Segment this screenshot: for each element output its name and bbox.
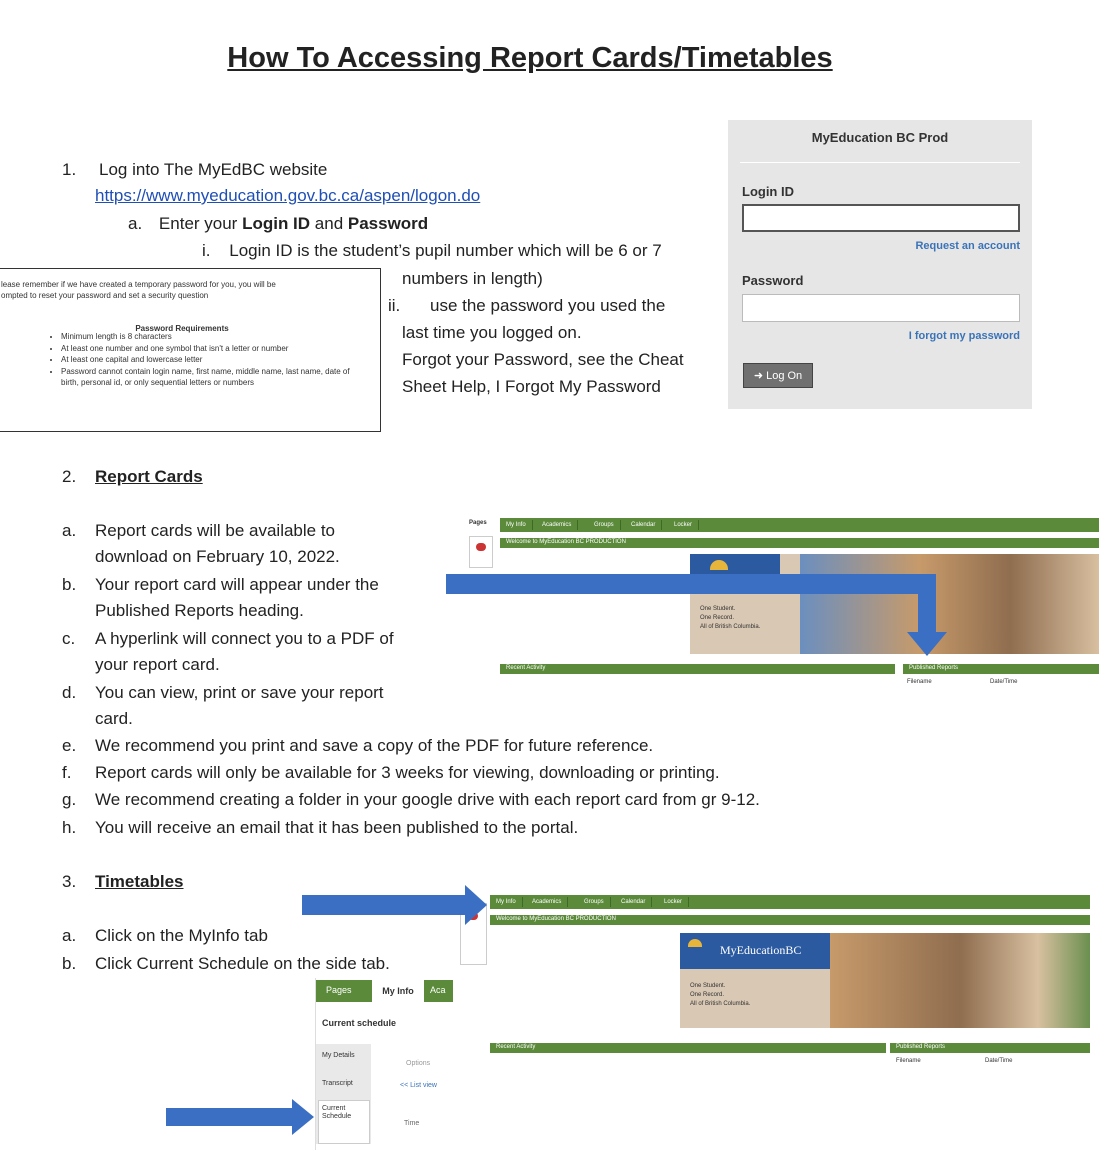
login-id-label: Login ID: [742, 184, 794, 199]
published-reports-label: Published Reports: [909, 665, 959, 671]
step2-item: Report cards will be available to: [95, 521, 336, 540]
tab-groups[interactable]: Groups: [588, 520, 621, 530]
welcome-text: Welcome to MyEducation BC PRODUCTION: [506, 539, 626, 545]
side-tab-screenshot: [315, 978, 453, 1150]
log-on-button[interactable]: [743, 363, 813, 388]
nav-bar: [500, 518, 1099, 532]
step3-label: b.: [62, 954, 77, 973]
step1-ii-text2: last time you logged on.: [402, 323, 582, 342]
pages-label: Pages: [469, 520, 487, 526]
step2-label: a.: [62, 521, 77, 540]
tab-academics[interactable]: Academics: [536, 520, 578, 530]
published-reports-bar: [890, 1043, 1090, 1053]
tab-calendar[interactable]: Calendar: [615, 897, 652, 907]
tagline-3: All of British Columbia.: [700, 624, 761, 630]
step1-ii-text: use the password you used the: [430, 296, 666, 315]
step2-item: We recommend you print and save a copy of the PDF for future reference.: [95, 736, 654, 755]
students-photo: [830, 933, 1090, 1028]
password-input[interactable]: [742, 294, 1020, 322]
side-item-transcript[interactable]: Transcript: [322, 1080, 353, 1087]
step2-label: b.: [62, 575, 77, 594]
side-item-current-schedule-label: Current Schedule: [322, 1105, 352, 1120]
step1a-pre: Enter your: [158, 214, 243, 233]
step1-ii-label: ii.: [388, 296, 401, 315]
pw-note-line1: lease remember if we have created a temporary password for you, you will be: [1, 280, 276, 289]
report-arrow-shaft: [446, 574, 928, 594]
step1a-and: and: [310, 214, 348, 233]
step1-i: [202, 241, 662, 261]
recent-activity-bar: [490, 1043, 886, 1053]
login-id-input[interactable]: [742, 204, 1020, 232]
pw-req-header: Password Requirements: [135, 324, 229, 333]
schedule-arrow-shaft: [166, 1108, 294, 1126]
step2-item-cont: download on February 10, 2022.: [95, 547, 340, 566]
bc-logo-icon: [688, 939, 702, 947]
side-tab-myinfo[interactable]: My Info: [372, 980, 424, 1002]
step2-label: h.: [62, 818, 77, 837]
step2-item-cont: card.: [95, 709, 133, 728]
myinfo-arrow-head: [465, 885, 487, 925]
report-cards-header: Report Cards: [95, 467, 203, 486]
forgot-password-link[interactable]: I forgot my password: [908, 330, 1020, 342]
report-arrow-head: [907, 632, 947, 656]
tagline-2: One Record.: [690, 992, 725, 998]
step1a-login: Login ID: [242, 214, 311, 233]
step2-label: e.: [62, 736, 77, 755]
pw-req-item: • At least one number and one symbol that isn't a letter or number: [61, 343, 361, 355]
side-nav-bar: [316, 980, 453, 1002]
time-column: Time: [404, 1120, 420, 1127]
filename-header: Filename: [907, 679, 932, 685]
filename-header: Filename: [896, 1058, 921, 1064]
timetable-screenshot: [460, 893, 1099, 1073]
students-photo: [800, 554, 1099, 654]
schedule-arrow-head: [292, 1099, 314, 1135]
tagline-1: One Student.: [690, 983, 726, 989]
tab-calendar[interactable]: Calendar: [625, 520, 662, 530]
step2-item: Report cards will only be available for 3 weeks for viewing, downloading or printing.: [95, 763, 720, 782]
step1a-password: Password: [347, 214, 429, 233]
recent-activity-bar: [500, 664, 895, 674]
published-reports-label: Published Reports: [896, 1044, 946, 1050]
login-panel: [728, 120, 1032, 409]
tab-myinfo[interactable]: My Info: [490, 897, 523, 907]
pw-req-list: [23, 331, 361, 389]
log-on-label: Log On: [766, 370, 803, 382]
step2-number: 2.: [62, 467, 77, 486]
myedbc-link[interactable]: https://www.myeducation.gov.bc.ca/aspen/logon.do: [95, 186, 481, 205]
step3-label: a.: [62, 926, 77, 945]
step1a-label: a.: [128, 214, 143, 233]
step2-item: We recommend creating a folder in your google drive with each report card from gr 9-12.: [95, 790, 760, 809]
step1-i-label: i.: [202, 241, 211, 260]
step2-label: f.: [62, 763, 72, 782]
welcome-bar: [490, 915, 1090, 925]
banner-image: [690, 554, 1099, 654]
step3-item: Click on the MyInfo tab: [95, 926, 268, 945]
report-arrow-down: [918, 574, 936, 634]
tab-myinfo[interactable]: My Info: [500, 520, 533, 530]
side-item-my-details[interactable]: My Details: [322, 1052, 355, 1059]
log-on-icon: ➜: [753, 370, 764, 382]
step2-label: d.: [62, 683, 77, 702]
step2-label: c.: [62, 629, 76, 648]
side-menu: [316, 1044, 371, 1144]
pages-side-icon: [469, 536, 493, 568]
step2-label: g.: [62, 790, 77, 809]
tab-academics[interactable]: Academics: [526, 897, 568, 907]
step1-i-text2: numbers in length): [402, 269, 543, 288]
recent-activity-label: Recent Activity: [496, 1044, 536, 1050]
pw-note: [1, 279, 376, 301]
welcome-text: Welcome to MyEducation BC PRODUCTION: [496, 916, 616, 922]
forgot-line1: Forgot your Password, see the Cheat: [402, 350, 684, 369]
step1-number: 1.: [62, 160, 77, 179]
tab-locker[interactable]: Locker: [668, 520, 699, 530]
date-header: Date/Time: [990, 679, 1018, 685]
login-divider: [740, 162, 1020, 163]
brand-text: MyEducationBC: [720, 943, 802, 957]
step2-item: You can view, print or save your report: [95, 683, 384, 702]
date-header: Date/Time: [985, 1058, 1013, 1064]
step2-item-cont: Published Reports heading.: [95, 601, 304, 620]
banner-image: [680, 933, 1090, 1028]
tagline-2: One Record.: [700, 615, 735, 621]
myinfo-arrow-shaft: [302, 895, 467, 915]
pw-note-line2: ompted to reset your password and set a security question: [1, 291, 209, 300]
report-screenshot: [465, 516, 1099, 694]
options-label[interactable]: Options: [406, 1060, 431, 1067]
page-title: How To Accessing Report Cards/Timetables: [227, 42, 833, 74]
step2-item: Your report card will appear under the: [95, 575, 379, 594]
step2-item: You will receive an email that it has been published to the portal.: [95, 818, 579, 837]
tagline-3: All of British Columbia.: [690, 1001, 751, 1007]
pw-req-item: • At least one capital and lowercase letter: [61, 354, 361, 366]
step2-item-cont: your report card.: [95, 655, 220, 674]
request-account-link[interactable]: Request an account: [915, 240, 1020, 252]
list-view-link[interactable]: << List view: [400, 1082, 437, 1089]
side-tab-academics[interactable]: Aca: [430, 985, 446, 995]
timetables-header: Timetables: [95, 872, 184, 891]
pw-req-item: • Minimum length is 8 characters: [61, 331, 361, 343]
login-panel-title: MyEducation BC Prod: [811, 130, 949, 145]
nav-bar: [490, 895, 1090, 909]
step3-item: Click Current Schedule on the side tab.: [95, 954, 390, 973]
side-tab-pages[interactable]: Pages: [326, 985, 352, 995]
step3-number: 3.: [62, 872, 77, 891]
current-schedule-heading: Current schedule: [322, 1018, 397, 1028]
password-requirements-box: [0, 268, 381, 432]
pw-req-item: • Password cannot contain login name, first name, middle name, last name, date of birth, personal id, or only sequential letters or numbers: [61, 366, 361, 389]
step1-text: Log into The MyEdBC website: [99, 160, 328, 179]
step2-item: A hyperlink will connect you to a PDF of: [95, 629, 394, 648]
step1-i-text: Login ID is the student’s pupil number which will be 6 or 7: [229, 241, 662, 260]
published-reports-bar: [903, 664, 1099, 674]
welcome-bar: [500, 538, 1099, 548]
tagline-1: One Student.: [700, 606, 736, 612]
side-item-current-schedule[interactable]: [318, 1100, 370, 1144]
recent-activity-label: Recent Activity: [506, 665, 546, 671]
tab-groups[interactable]: Groups: [578, 897, 611, 907]
step1a: [128, 214, 428, 234]
forgot-line2: Sheet Help, I Forgot My Password: [402, 377, 661, 396]
tab-locker[interactable]: Locker: [658, 897, 689, 907]
password-label: Password: [742, 273, 804, 288]
brand-block: [680, 933, 830, 969]
